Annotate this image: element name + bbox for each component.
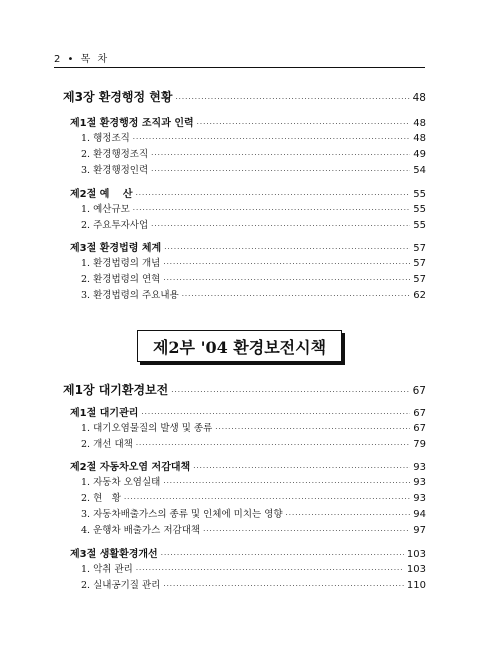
toc-page-number: 94: [413, 509, 426, 520]
toc-page-number: 93: [413, 462, 426, 473]
toc-item[interactable]: [0, 436, 480, 450]
dot-leader: [136, 192, 411, 199]
toc-section[interactable]: [0, 185, 480, 200]
toc-page-number: 93: [413, 493, 426, 504]
toc-item[interactable]: [0, 146, 480, 160]
dot-leader: [286, 512, 411, 519]
toc-item[interactable]: [0, 522, 480, 536]
header-rule: [54, 67, 425, 68]
toc-page-number: 103: [406, 564, 426, 575]
toc-item-title: 2. 환경행정조직: [81, 149, 149, 160]
toc-section-title: 제1절 환경행정 조직과 인력: [70, 118, 194, 129]
toc-item-title: 3. 환경법령의 주요내용: [81, 290, 179, 301]
toc-item-title: 1. 악취 관리: [81, 564, 133, 575]
toc-page-number: 57: [413, 243, 426, 254]
toc-section[interactable]: [0, 458, 480, 473]
toc-item-title: 1. 대기오염물질의 발생 및 종류: [81, 423, 213, 434]
dot-leader: [124, 496, 410, 503]
toc-item-title: 2. 실내공기질 관리: [81, 580, 161, 591]
toc-chapter[interactable]: [0, 381, 480, 398]
toc-page-number: 48: [413, 133, 426, 144]
dot-leader: [136, 567, 404, 574]
toc-section-title: 제1절 대기관리: [70, 408, 139, 419]
toc-page-number: 79: [413, 439, 426, 450]
toc-item[interactable]: [0, 255, 480, 269]
dot-leader: [171, 389, 409, 396]
toc-item-title: 2. 현 황: [81, 493, 121, 504]
dot-leader: [163, 261, 410, 268]
toc-item[interactable]: [0, 287, 480, 301]
dot-leader: [203, 528, 410, 535]
dot-leader: [215, 426, 410, 433]
toc-page-number: 110: [406, 580, 426, 591]
toc-section-title: 제3절 환경법령 체계: [70, 243, 162, 254]
toc-item-title: 1. 환경법령의 개념: [81, 258, 161, 269]
dot-leader: [161, 552, 404, 559]
dot-leader: [151, 223, 410, 230]
dot-leader: [141, 411, 410, 418]
dot-leader: [136, 442, 410, 449]
dot-leader: [182, 293, 411, 300]
dot-leader: [163, 480, 410, 487]
toc-page-number: 97: [413, 525, 426, 536]
toc-item[interactable]: [0, 201, 480, 215]
toc-item-title: 1. 행정조직: [81, 133, 130, 144]
part-title: 제2부 '04 환경보전시책: [152, 337, 327, 357]
toc-page-number: 55: [413, 220, 426, 231]
toc-page-number: 57: [413, 274, 426, 285]
toc-section-title: 제2절 예 산: [70, 189, 133, 200]
toc-page-number: 103: [406, 549, 426, 560]
toc-page-number: 48: [413, 118, 426, 129]
toc-item-title: 2. 환경법령의 연혁: [81, 274, 161, 285]
toc-section[interactable]: [0, 114, 480, 129]
toc-item-title: 2. 주요투자사업: [81, 220, 149, 231]
toc-item[interactable]: [0, 217, 480, 231]
toc-item-title: 3. 환경행정인력: [81, 165, 149, 176]
dot-leader: [193, 465, 410, 472]
toc-item[interactable]: [0, 162, 480, 176]
toc-item[interactable]: [0, 506, 480, 520]
toc-chapter-title: 제3장 환경행정 현황: [63, 90, 173, 104]
toc-section[interactable]: [0, 239, 480, 254]
toc-item[interactable]: [0, 271, 480, 285]
dot-leader: [197, 121, 411, 128]
toc-item-title: 4. 운행차 배출가스 저감대책: [81, 525, 201, 536]
toc-page-number: 67: [413, 408, 426, 419]
toc-page-number: 54: [413, 165, 426, 176]
dot-leader: [133, 207, 410, 214]
dot-leader: [151, 152, 410, 159]
dot-leader: [164, 246, 410, 253]
toc-page-number: 48: [412, 92, 426, 104]
toc-section[interactable]: [0, 545, 480, 560]
dot-leader: [163, 583, 404, 590]
toc-page-number: 67: [413, 423, 426, 434]
toc-page-number: 55: [413, 204, 426, 215]
toc-item-title: 1. 자동차 오염실태: [81, 477, 161, 488]
toc-item-title: 1. 예산규모: [81, 204, 130, 215]
toc-item[interactable]: [0, 420, 480, 434]
dot-leader: [163, 277, 410, 284]
dot-leader: [175, 96, 409, 103]
toc-section-title: 제3절 생활환경개선: [70, 549, 158, 560]
running-head: 2 • 목 차: [54, 54, 110, 65]
toc-section-title: 제2절 자동차오염 저감대책: [70, 462, 191, 473]
toc-section[interactable]: [0, 404, 480, 419]
dot-leader: [133, 136, 410, 143]
toc-chapter[interactable]: [0, 88, 480, 105]
toc-item[interactable]: [0, 561, 480, 575]
dot-leader: [151, 168, 410, 175]
toc-item[interactable]: [0, 474, 480, 488]
toc-page-number: 57: [413, 258, 426, 269]
toc-page-number: 49: [413, 149, 426, 160]
toc-chapter-title: 제1장 대기환경보전: [63, 383, 169, 397]
toc-item[interactable]: [0, 577, 480, 591]
toc-page-number: 55: [413, 189, 426, 200]
toc-item[interactable]: [0, 130, 480, 144]
toc-item-title: 2. 개선 대책: [81, 439, 133, 450]
toc-item-title: 3. 자동차배출가스의 종류 및 인체에 미치는 영향: [81, 509, 283, 520]
toc-item[interactable]: [0, 490, 480, 504]
toc-page-number: 67: [412, 385, 426, 397]
part-title-box[interactable]: [137, 330, 342, 362]
toc-page-number: 93: [413, 477, 426, 488]
toc-page-number: 62: [413, 290, 426, 301]
